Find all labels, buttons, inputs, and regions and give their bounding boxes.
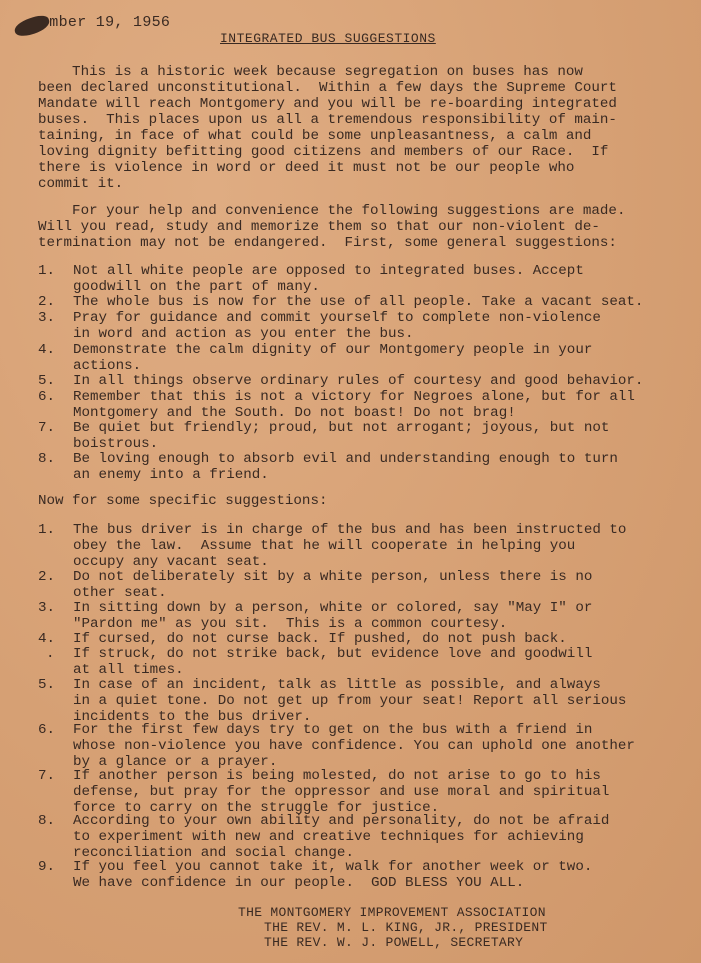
item-line: Montgomery and the South. Do not boast! Do not brag! xyxy=(73,405,516,421)
item-number: 6. xyxy=(38,389,56,405)
item-line: in a quiet tone. Do not get up from your seat! Report all serious xyxy=(73,693,627,709)
item-line: boistrous. xyxy=(73,436,159,452)
item-number: 1. xyxy=(38,522,56,538)
item-line: The bus driver is in charge of the bus and has been instructed to xyxy=(73,522,627,538)
item-number: 8. xyxy=(38,813,56,829)
intro-line: This is a historic week because segregation on buses has now xyxy=(38,64,583,80)
help-line: For your help and convenience the following suggestions are made. xyxy=(38,203,626,219)
item-line: In all things observe ordinary rules of courtesy and good behavior. xyxy=(73,373,644,389)
item-line: goodwill on the part of many. xyxy=(73,279,320,295)
organization-name: THE MONTGOMERY IMPROVEMENT ASSOCIATION xyxy=(238,905,546,920)
help-line: termination may not be endangered. First, some general suggestions: xyxy=(38,235,617,251)
item-line: In sitting down by a person, white or colored, say "May I" or xyxy=(73,600,593,616)
intro-line: commit it. xyxy=(38,176,124,192)
item-line: in word and action as you enter the bus. xyxy=(73,326,414,342)
item-line: Do not deliberately sit by a white person, unless there is no xyxy=(73,569,593,585)
intro-line: been declared unconstitutional. Within a few days the Supreme Court xyxy=(38,80,617,96)
item-line: For the first few days try to get on the bus with a friend in xyxy=(73,722,593,738)
item-number: 3. xyxy=(38,310,56,326)
item-line: an enemy into a friend. xyxy=(73,467,269,483)
item-line: force to carry on the struggle for justice. xyxy=(73,800,440,816)
item-line: Be loving enough to absorb evil and understanding enough to turn xyxy=(73,451,618,467)
item-line: If struck, do not strike back, but evidence love and goodwill xyxy=(73,646,593,662)
document-title: INTEGRATED BUS SUGGESTIONS xyxy=(220,31,436,46)
item-line: other seat. xyxy=(73,585,167,601)
item-line: defense, but pray for the oppressor and use moral and spiritual xyxy=(73,784,610,800)
item-line: Be quiet but friendly; proud, but not arrogant; joyous, but not xyxy=(73,420,610,436)
item-line: Remember that this is not a victory for Negroes alone, but for all xyxy=(73,389,635,405)
item-line: obey the law. Assume that he will cooperate in helping you xyxy=(73,538,576,554)
intro-line: buses. This places upon us all a tremendous responsibility of main- xyxy=(38,112,617,128)
intro-line: loving dignity befitting good citizens and members of our Race. If xyxy=(38,144,609,160)
item-line: In case of an incident, talk as little as possible, and always xyxy=(73,677,601,693)
item-line: incidents to the bus driver. xyxy=(73,709,312,725)
item-line: "Pardon me" as you sit. This is a common courtesy. xyxy=(73,616,508,632)
item-line: If cursed, do not curse back. If pushed, do not push back. xyxy=(73,631,567,647)
president-line: THE REV. M. L. KING, JR., PRESIDENT xyxy=(264,920,548,935)
item-line: If another person is being molested, do not arise to go to his xyxy=(73,768,601,784)
item-line: occupy any vacant seat. xyxy=(73,554,269,570)
item-number: 2. xyxy=(38,569,56,585)
item-number: 4. xyxy=(38,342,56,358)
item-line: The whole bus is now for the use of all people. Take a vacant seat. xyxy=(73,294,644,310)
intro-line: taining, in face of what could be some unpleasantness, a calm and xyxy=(38,128,592,144)
item-number: . xyxy=(46,646,55,662)
item-line: Demonstrate the calm dignity of our Montgomery people in your xyxy=(73,342,593,358)
item-number: 1. xyxy=(38,263,56,279)
item-line: reconciliation and social change. xyxy=(73,845,354,861)
item-line: We have confidence in our people. GOD BLESS YOU ALL. xyxy=(73,875,525,891)
item-number: 5. xyxy=(38,373,56,389)
item-number: 4. xyxy=(38,631,56,647)
intro-line: Mandate will reach Montgomery and you will be re-boarding integrated xyxy=(38,96,617,112)
item-line: If you feel you cannot take it, walk for another week or two. xyxy=(73,859,593,875)
item-number: 9. xyxy=(38,859,56,875)
item-number: 5. xyxy=(38,677,56,693)
secretary-line: THE REV. W. J. POWELL, SECRETARY xyxy=(264,935,524,950)
document-date: ember 19, 1956 xyxy=(40,14,171,31)
item-number: 3. xyxy=(38,600,56,616)
item-line: According to your own ability and personality, do not be afraid xyxy=(73,813,610,829)
item-number: 8. xyxy=(38,451,56,467)
item-line: by a glance or a prayer. xyxy=(73,754,278,770)
intro-line: there is violence in word or deed it must not be our people who xyxy=(38,160,575,176)
item-number: 7. xyxy=(38,768,56,784)
specific-heading: Now for some specific suggestions: xyxy=(38,493,328,509)
item-number: 2. xyxy=(38,294,56,310)
item-line: whose non-violence you have confidence. You can uphold one another xyxy=(73,738,635,754)
item-line: Pray for guidance and commit yourself to complete non-violence xyxy=(73,310,601,326)
item-number: 6. xyxy=(38,722,56,738)
item-line: to experiment with new and creative techniques for achieving xyxy=(73,829,584,845)
item-number: 7. xyxy=(38,420,56,436)
item-line: Not all white people are opposed to integrated buses. Accept xyxy=(73,263,584,279)
help-line: Will you read, study and memorize them so that our non-violent de- xyxy=(38,219,600,235)
item-line: at all times. xyxy=(73,662,184,678)
item-line: actions. xyxy=(73,358,142,374)
